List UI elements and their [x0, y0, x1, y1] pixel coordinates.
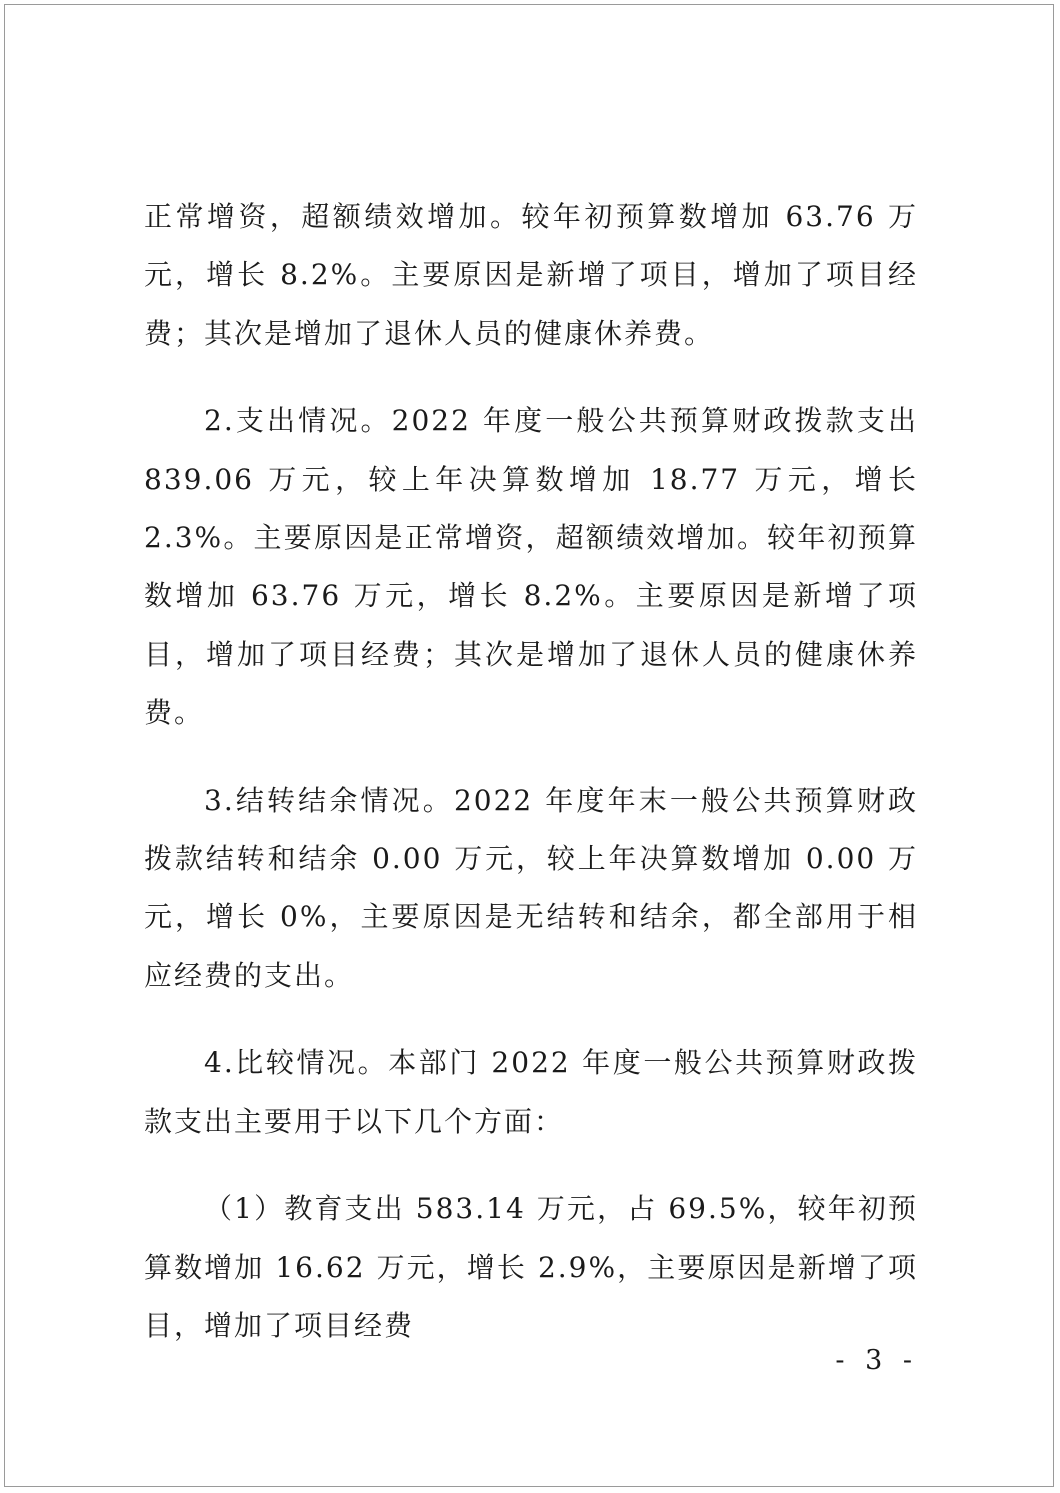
document-body: [144, 188, 918, 1355]
paragraph-expenditure: 2.支出情况。2022 年度一般公共预算财政拨款支出 839.06 万元，较上年决算数增加 18.77 万元，增长 2.3%。主要原因是正常增资，超额绩效增加。较年初预算数增加 63.76 万元，增长 8.2%。主要原因是新增了项目，增加了项目经费；其次是增加了退休人员的健康休养费。: [144, 404, 918, 730]
paragraph-gap: [144, 1005, 918, 1034]
paragraph-continuation: 正常增资，超额绩效增加。较年初预算数增加 63.76 万元，增长 8.2%。主要原因是新增了项目，增加了项目经费；其次是增加了退休人员的健康休养费。: [144, 200, 918, 350]
paragraph-education: （1）教育支出 583.14 万元，占 69.5%，较年初预算数增加 16.62 万元，增长 2.9%，主要原因是新增了项目，增加了项目经费: [144, 1192, 918, 1342]
paragraph-comparison: 4.比较情况。本部门 2022 年度一般公共预算财政拨款支出主要用于以下几个方面：: [144, 1046, 918, 1138]
paragraph-gap: [144, 363, 918, 392]
paragraph-gap: [144, 743, 918, 772]
page-number: - 3 -: [835, 1345, 918, 1376]
paragraph-gap: [144, 1151, 918, 1180]
paragraph-carryover: 3.结转结余情况。2022 年度年末一般公共预算财政拨款结转和结余 0.00 万元，较上年决算数增加 0.00 万元，增长 0%，主要原因是无结转和结余，都全部用于相应经费的支出。: [144, 783, 918, 992]
